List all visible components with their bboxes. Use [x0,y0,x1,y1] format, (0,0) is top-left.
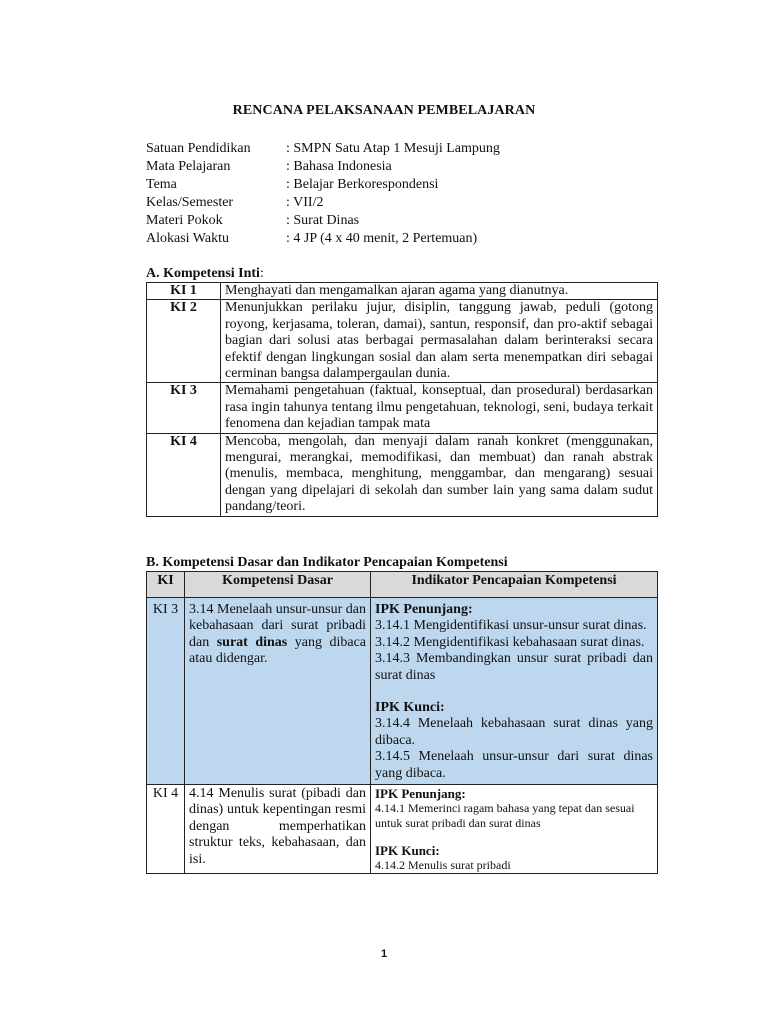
ipk-kunci-title: IPK Kunci: [375,843,440,859]
identity-label: Alokasi Waktu [146,231,229,246]
identity-label: Satuan Pendidikan [146,141,251,156]
document-title: RENCANA PELAKSANAAN PEMBELAJARAN [232,103,536,118]
kd-text-part: yang dibaca atau didengar. [189,634,366,667]
table-row [147,598,658,785]
identity-value: : SMPN Satu Atap 1 Mesuji Lampung [286,141,500,156]
identity-value: : Belajar Berkorespondensi [286,177,439,192]
identity-row [146,230,500,248]
ki-text: Menunjukkan perilaku jujur, disiplin, tanggung jawab, peduli (gotong royong, kerjasama, toleran, damai), santun, responsif, dan pro-aktif sebagai bagian dari solusi atas berbagai permasalahan dalam berinteraksi secara efektif dengan lingkungan sosial dan alam serta menempatkan diri sebagai cerminan bangsa dalampergaulan dunia. [221,300,658,383]
section-a-colon: : [259,266,264,281]
kd-ki-code: KI 4 [147,785,185,874]
table-header-row [147,572,658,598]
ki-code: KI 4 [147,433,221,516]
column-header-ipk: Indikator Pencapaian Kompetensi [371,572,658,598]
table-row [147,283,658,300]
identity-row [146,212,500,230]
table-row [147,383,658,433]
ki-code: KI 3 [147,383,221,433]
ipk-item: 4.14.1 Memerinci ragam bahasa yang tepat dan sesuai untuk surat pribadi dan surat dinas [375,801,635,831]
identity-label: Kelas/Semester [146,195,234,210]
kd-text [185,598,371,785]
section-b-heading: B. Kompetensi Dasar dan Indikator Pencapaian Kompetensi [146,555,508,570]
ipk-penunjang-title: IPK Penunjang: [375,786,466,802]
section-a-heading [146,266,264,282]
ki-text: Menghayati dan mengamalkan ajaran agama yang dianutnya. [221,283,658,300]
ipk-item: 3.14.3 Membandingkan unsur surat pribadi dan surat dinas [375,651,653,683]
table-row [147,433,658,516]
ipk-item: 4.14.2 Menulis surat pribadi [375,858,511,873]
ipk-cell [371,785,658,874]
table-row [147,785,658,874]
identity-label: Tema [146,177,177,192]
ki-text: Memahami pengetahuan (faktual, konseptual, dan prosedural) berdasarkan rasa ingin tahunya tentang ilmu pengetahuan, teknologi, seni, budaya terkait fenomena dan kejadian tampak mata [221,383,658,433]
identity-value: : 4 JP (4 x 40 menit, 2 Pertemuan) [286,231,478,246]
ki-code: KI 1 [147,283,221,300]
ipk-kunci-title: IPK Kunci: [375,700,445,716]
identity-row [146,194,500,212]
ipk-penunjang-title: IPK Penunjang: [375,602,473,617]
kompetensi-dasar-table [146,571,658,874]
kd-text-bold: surat dinas [216,634,288,650]
identity-row [146,158,500,176]
identity-label: Mata Pelajaran [146,159,231,174]
identity-value: : Bahasa Indonesia [286,159,392,174]
identity-label: Materi Pokok [146,213,223,228]
ipk-item: 3.14.5 Menelaah unsur-unsur dari surat dinas yang dibaca. [375,749,653,781]
identity-value: : Surat Dinas [286,213,360,228]
ki-text: Mencoba, mengolah, dan menyaji dalam ranah konkret (menggunakan, mengurai, merangkai, memodifikasi, dan membuat) dan ranah abstrak (menulis, membaca, menghitung, menggambar, dan mengarang) sesuai dengan yang dipelajari di sekolah dan sumber lain yang sama dalam sudut pandang/teori. [221,433,658,516]
kd-text: 4.14 Menulis surat (pibadi dan dinas) untuk kepentingan resmi dengan memperhatikan struktur teks, kebahasaan, dan isi. [185,785,371,874]
identity-row [146,176,500,194]
identity-block [146,140,500,248]
ki-code: KI 2 [147,300,221,383]
identity-value: : VII/2 [286,195,324,210]
ipk-item: 3.14.4 Menelaah kebahasaan surat dinas yang dibaca. [375,716,653,748]
table-row [147,300,658,383]
kd-text-part: 3.14 Menelaah unsur-unsur dan kebahasaan dari surat pribadi dan [189,602,367,650]
ipk-item: 3.14.2 Mengidentifikasi kebahasaan surat dinas. [375,634,645,650]
kompetensi-inti-table [146,282,658,517]
column-header-kd: Kompetensi Dasar [185,572,371,598]
kd-ki-code: KI 3 [147,598,185,785]
ipk-cell [371,598,658,785]
section-a-heading-text: A. Kompetensi Inti [146,266,260,281]
column-header-ki: KI [147,572,185,598]
identity-row [146,140,500,158]
page-number: 1 [380,948,388,960]
ipk-item: 3.14.1 Mengidentifikasi unsur-unsur surat dinas. [375,618,647,634]
